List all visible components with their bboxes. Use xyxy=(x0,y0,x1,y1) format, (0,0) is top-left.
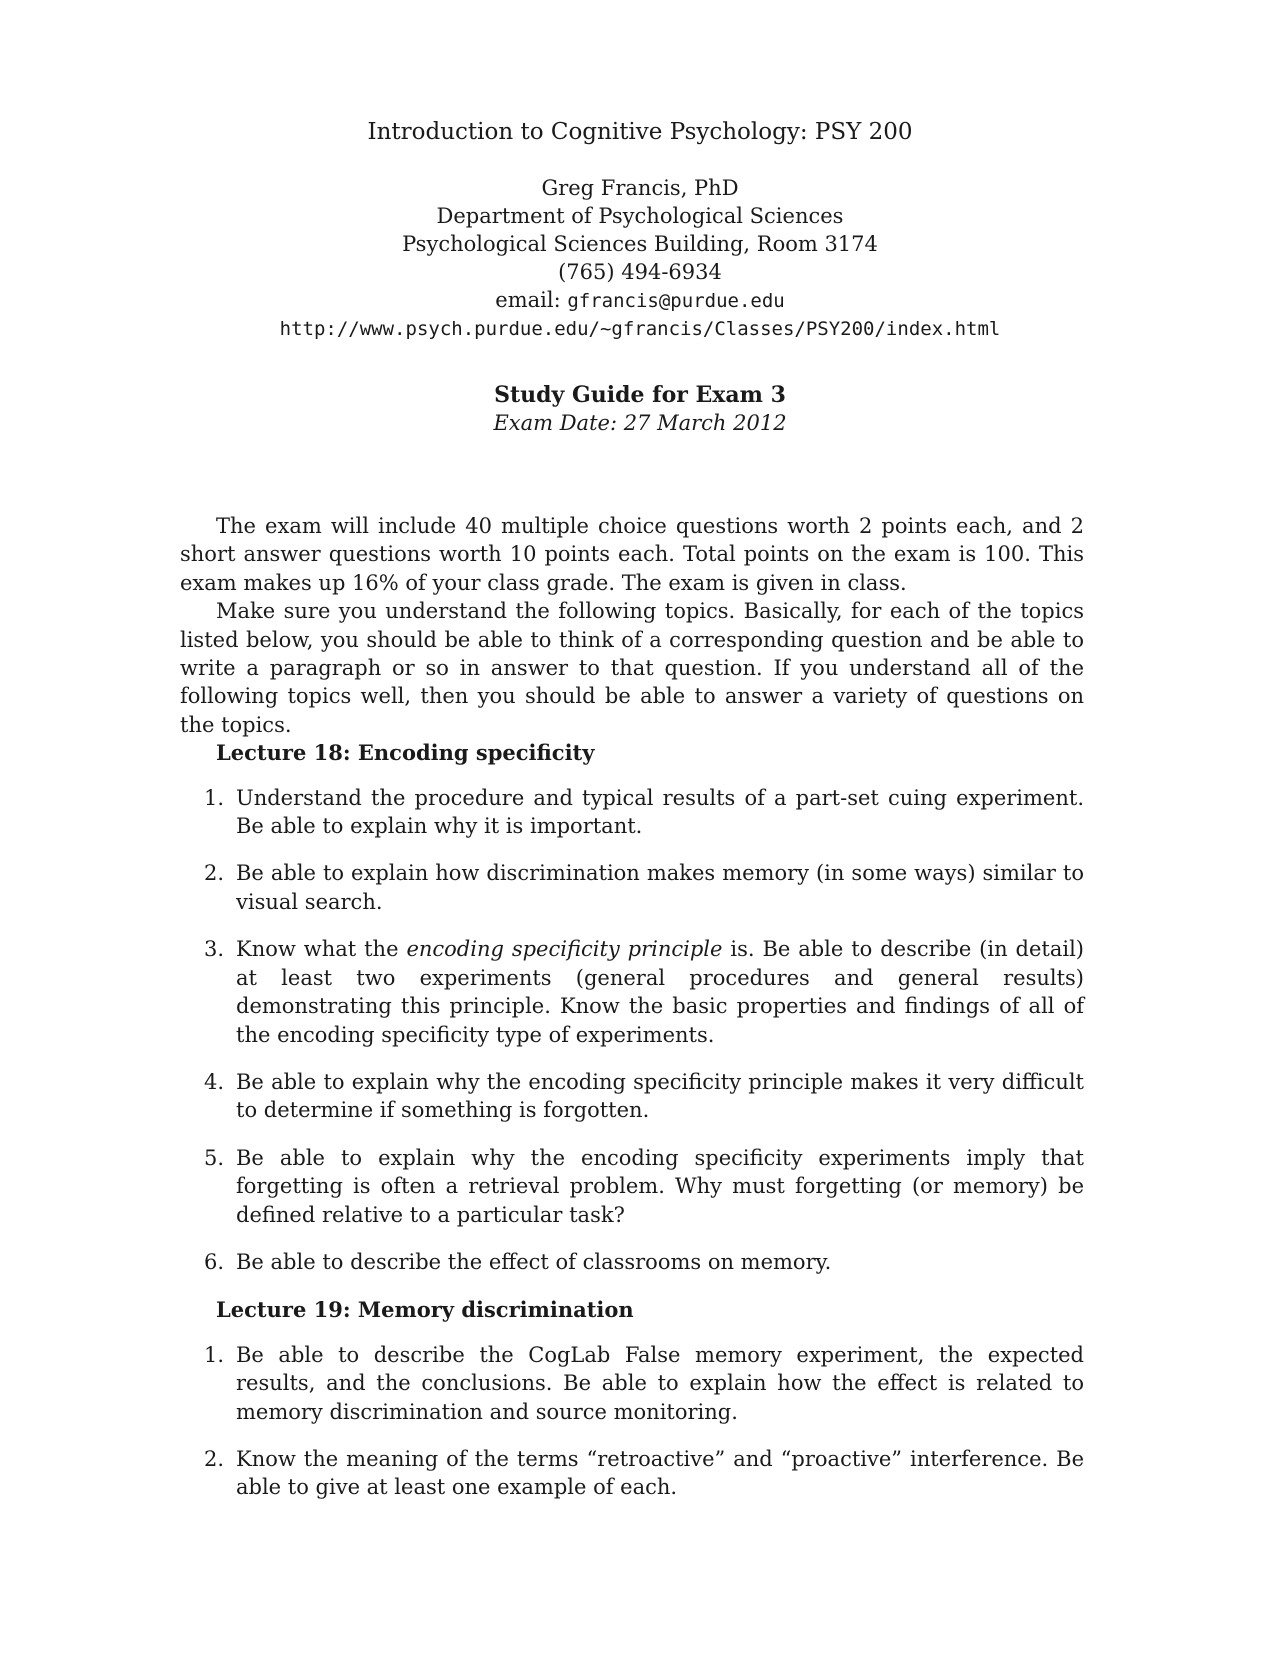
item-text: Be able to explain how discrimination makes memory (in some ways) similar to visual search. xyxy=(236,861,1084,914)
list-item xyxy=(180,1445,1084,1502)
exam-date: Exam Date: 27 March 2012 xyxy=(493,411,787,435)
item-text: Be able to explain why the encoding specificity principle makes it very difficult to determine if something is forgotten. xyxy=(236,1069,1084,1123)
lecture-topic-list xyxy=(180,784,1084,1277)
item-number: 6. xyxy=(204,1249,225,1274)
list-item xyxy=(180,784,1084,841)
email-line xyxy=(0,286,1280,315)
item-text: Be able to explain why the encoding specificity experiments imply that forgetting is often a retrieval problem. Why must forgetting (or memory) be defined relative to a particular task? xyxy=(236,1145,1084,1227)
email-address[interactable]: gfrancis@purdue.edu xyxy=(567,290,785,312)
list-item xyxy=(180,1248,1084,1276)
item-text: Know the meaning of the terms “retroactive” and “proactive” interference. Be able to give at least one example of each. xyxy=(236,1446,1084,1500)
course-url[interactable]: http://www.psych.purdue.edu/~gfrancis/Classes/PSY200/index.html xyxy=(279,318,1001,340)
item-text: Understand the procedure and typical results of a part-set cuing experiment. Be able to explain why it is important. xyxy=(236,785,1084,839)
item-number: 4. xyxy=(204,1069,225,1094)
contact-block xyxy=(0,174,1280,343)
course-title: Introduction to Cognitive Psychology: PSY 200 xyxy=(367,119,913,145)
item-number: 3. xyxy=(204,937,225,962)
lecture-topic-list xyxy=(180,1341,1084,1502)
intro-paragraph: Make sure you understand the following topics. Basically, for each of the topics listed below, you should be able to think of a corresponding question and be able to write a paragraph or so in answer to that question. If you understand all of the following topics well, then you should be able to answer a variety of questions on the topics. xyxy=(180,599,1084,737)
instructor-name: Greg Francis, PhD xyxy=(541,176,739,200)
list-item xyxy=(180,859,1084,916)
lecture-heading: Lecture 18: Encoding specificity xyxy=(216,740,595,766)
study-guide-title: Study Guide for Exam 3 xyxy=(494,382,786,408)
item-text: Be able to describe the effect of classrooms on memory. xyxy=(236,1249,832,1274)
list-item xyxy=(180,1068,1084,1125)
study-guide-heading xyxy=(0,381,1280,437)
item-number: 2. xyxy=(204,1446,225,1471)
item-number: 1. xyxy=(204,785,225,810)
item-text-before: Know what the xyxy=(236,937,407,962)
list-item xyxy=(180,935,1084,1049)
office-location: Psychological Sciences Building, Room 3174 xyxy=(402,232,878,256)
item-number: 5. xyxy=(204,1145,225,1170)
item-text-after: is. Be able to describe (in detail) at least two experiments (general procedures and general results) demonstrating this principle. Know the basic properties and findings of all of the encoding specificity type of experiments. xyxy=(236,937,1084,1047)
list-item xyxy=(180,1341,1084,1426)
lecture-heading: Lecture 19: Memory discrimination xyxy=(216,1297,634,1323)
study-guide-body xyxy=(180,512,1084,1522)
phone-number: (765) 494-6934 xyxy=(558,260,722,284)
email-label: email: xyxy=(495,288,561,312)
list-item xyxy=(180,1144,1084,1229)
department: Department of Psychological Sciences xyxy=(436,204,844,228)
item-text: Be able to describe the CogLab False memory experiment, the expected results, and the conclusions. Be able to explain how the effect is related to memory discrimination and source monitoring. xyxy=(236,1342,1084,1424)
item-number: 1. xyxy=(204,1342,225,1367)
item-emphasis: encoding specificity principle xyxy=(406,937,723,962)
intro-paragraph: The exam will include 40 multiple choice questions worth 2 points each, and 2 short answer questions worth 10 points each. Total points on the exam is 100. This exam makes up 16% of your class grade. The exam is given in class. xyxy=(180,514,1084,595)
item-number: 2. xyxy=(204,861,225,886)
